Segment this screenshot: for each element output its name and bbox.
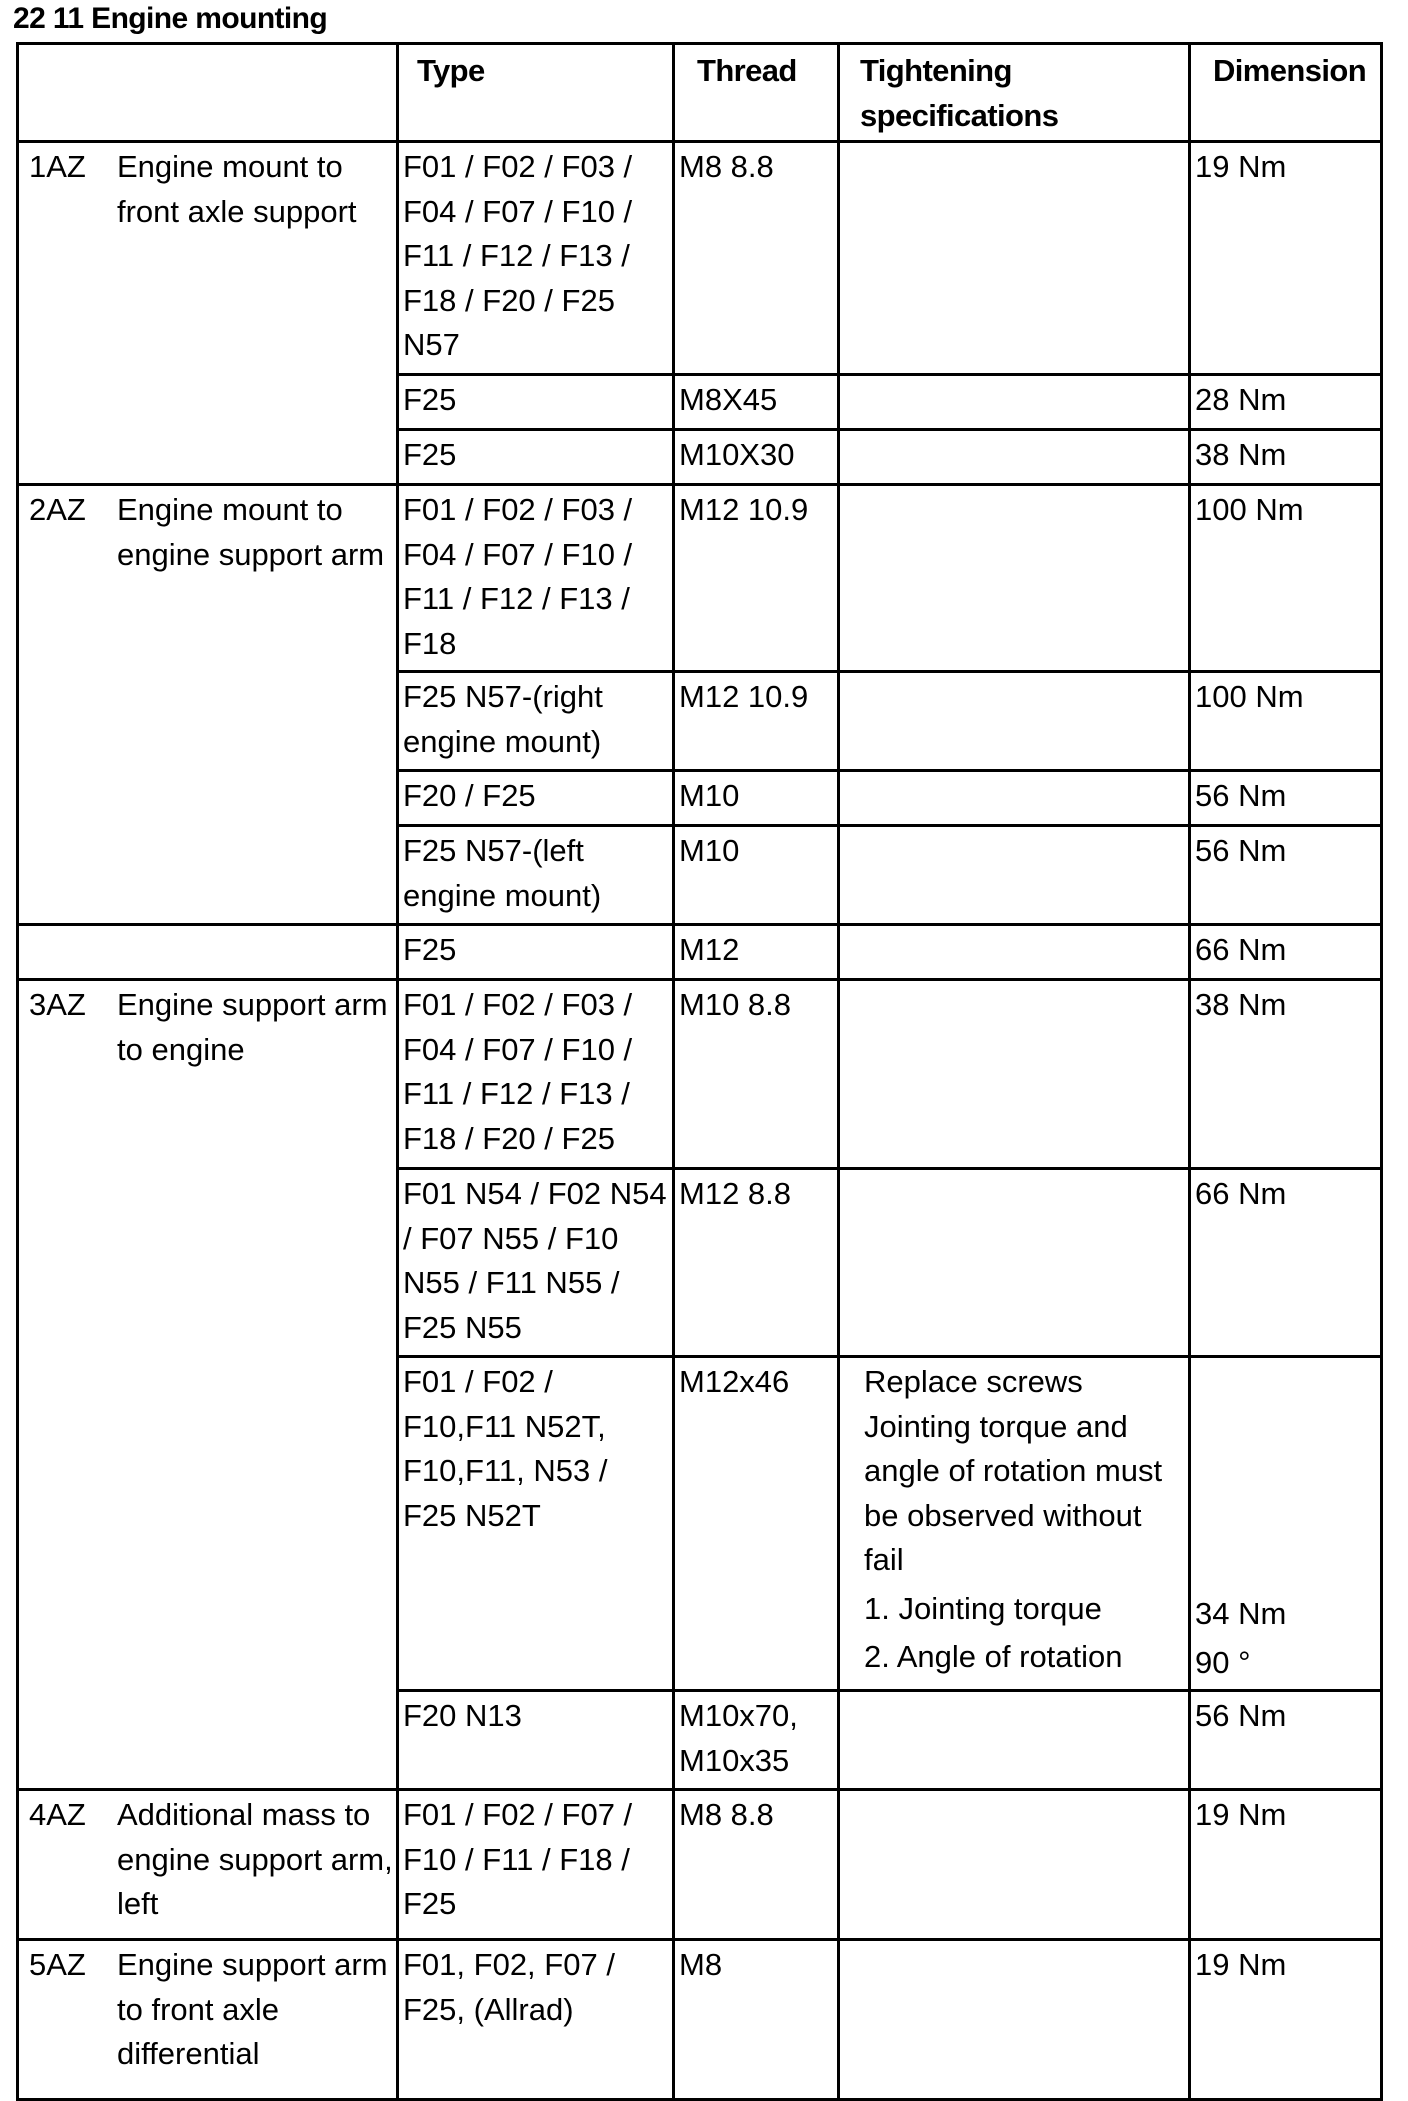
tightening-cell <box>839 485 1190 672</box>
step-jointing-torque: 1. Jointing torque <box>864 1590 1102 1626</box>
thread-cell: M12x46 <box>674 1357 839 1691</box>
dimension-cell: 38 Nm <box>1190 980 1382 1169</box>
tightening-cell <box>839 375 1190 430</box>
header-thread: Thread <box>674 44 839 142</box>
dimension-cell: 66 Nm <box>1190 1169 1382 1357</box>
dimension-cell: 56 Nm <box>1190 1691 1382 1790</box>
dimension-cell: 19 Nm <box>1190 1940 1382 2100</box>
table-row <box>18 1940 1382 2100</box>
header-tightening: Tightening specifications <box>839 44 1190 142</box>
tightening-cell <box>839 1169 1190 1357</box>
dimension-cell: 19 Nm <box>1190 1790 1382 1940</box>
dimension-cell: 66 Nm <box>1190 925 1382 980</box>
tightening-cell <box>839 925 1190 980</box>
table-row <box>18 925 1382 980</box>
position-cell <box>18 485 398 925</box>
tightening-cell <box>839 1691 1190 1790</box>
thread-cell: M12 8.8 <box>674 1169 839 1357</box>
type-cell: F01 / F02 / F07 / F10 / F11 / F18 / F25 <box>398 1790 674 1940</box>
position-code: 1AZ <box>29 149 86 184</box>
tightening-cell <box>839 1940 1190 2100</box>
dimension-cell: 56 Nm <box>1190 771 1382 826</box>
position-label: Additional mass to engine support arm, left <box>117 1797 393 1921</box>
header-position <box>18 44 398 142</box>
table-header-row <box>18 44 1382 142</box>
position-cell <box>18 1940 398 2100</box>
table-row <box>18 1790 1382 1940</box>
dimension-cell <box>1190 1357 1382 1691</box>
dimension-cell: 100 Nm <box>1190 672 1382 771</box>
type-cell: F01 / F02 / F03 / F04 / F07 / F10 / F11 / F12 / F13 / F18 <box>398 485 674 672</box>
tightening-cell <box>839 430 1190 485</box>
tightening-cell <box>839 1790 1190 1940</box>
table-row <box>18 485 1382 672</box>
position-cell <box>18 1790 398 1940</box>
position-label: Engine support arm to front axle differential <box>117 1947 388 2071</box>
header-dimension: Dimension <box>1190 44 1382 142</box>
position-label: Engine mount to engine support arm <box>117 492 385 572</box>
tightening-cell <box>839 980 1190 1169</box>
type-cell: F01, F02, F07 / F25, (Allrad) <box>398 1940 674 2100</box>
position-cell <box>18 980 398 1790</box>
tightening-cell <box>839 826 1190 925</box>
type-cell: F01 / F02 / F03 / F04 / F07 / F10 / F11 / F12 / F13 / F18 / F20 / F25 N57 <box>398 142 674 375</box>
position-code: 3AZ <box>29 987 86 1022</box>
dimension-cell: 28 Nm <box>1190 375 1382 430</box>
thread-cell: M8 <box>674 1940 839 2100</box>
tightening-cell <box>839 672 1190 771</box>
header-type: Type <box>398 44 674 142</box>
step-angle-of-rotation: 2. Angle of rotation <box>864 1639 1123 1674</box>
dimension-cell: 19 Nm <box>1190 142 1382 375</box>
type-cell: F20 N13 <box>398 1691 674 1790</box>
position-cell <box>18 142 398 485</box>
tightening-cell <box>839 142 1190 375</box>
thread-cell: M8X45 <box>674 375 839 430</box>
type-cell: F25 <box>398 430 674 485</box>
page-title: 22 11 Engine mounting <box>13 2 328 35</box>
tightening-cell <box>839 771 1190 826</box>
position-label: Engine mount to front axle support <box>117 149 357 229</box>
thread-cell: M10x70, M10x35 <box>674 1691 839 1790</box>
thread-cell: M8 8.8 <box>674 142 839 375</box>
position-code: 5AZ <box>29 1947 86 1982</box>
position-code: 4AZ <box>29 1797 86 1832</box>
tightening-notes: Replace screws Jointing torque and angle of rotation must be observed without fail <box>864 1364 1163 1577</box>
table-row <box>18 980 1382 1169</box>
thread-cell: M8 8.8 <box>674 1790 839 1940</box>
type-cell: F01 N54 / F02 N54 / F07 N55 / F10 N55 / F11 N55 / F25 N55 <box>398 1169 674 1357</box>
spec-table <box>16 42 1383 2101</box>
type-cell: F25 N57-(left engine mount) <box>398 826 674 925</box>
table-row <box>18 142 1382 375</box>
thread-cell: M12 10.9 <box>674 672 839 771</box>
tightening-cell <box>839 1357 1190 1691</box>
position-code: 2AZ <box>29 492 86 527</box>
type-cell: F25 <box>398 375 674 430</box>
thread-cell: M10X30 <box>674 430 839 485</box>
type-cell: F01 / F02 / F10,F11 N52T, F10,F11, N53 / F25 N52T <box>398 1357 674 1691</box>
jointing-torque-value: 34 Nm <box>1195 1596 1287 1631</box>
thread-cell: M12 <box>674 925 839 980</box>
dimension-cell: 56 Nm <box>1190 826 1382 925</box>
type-cell: F01 / F02 / F03 / F04 / F07 / F10 / F11 / F12 / F13 / F18 / F20 / F25 <box>398 980 674 1169</box>
type-cell: F20 / F25 <box>398 771 674 826</box>
dimension-cell: 38 Nm <box>1190 430 1382 485</box>
type-cell: F25 <box>398 925 674 980</box>
angle-of-rotation-value: 90 ° <box>1195 1644 1251 1680</box>
thread-cell: M10 8.8 <box>674 980 839 1169</box>
position-cell <box>18 925 398 980</box>
thread-cell: M10 <box>674 826 839 925</box>
thread-cell: M12 10.9 <box>674 485 839 672</box>
type-cell: F25 N57-(right engine mount) <box>398 672 674 771</box>
dimension-cell: 100 Nm <box>1190 485 1382 672</box>
thread-cell: M10 <box>674 771 839 826</box>
position-label: Engine support arm to engine <box>117 987 388 1067</box>
